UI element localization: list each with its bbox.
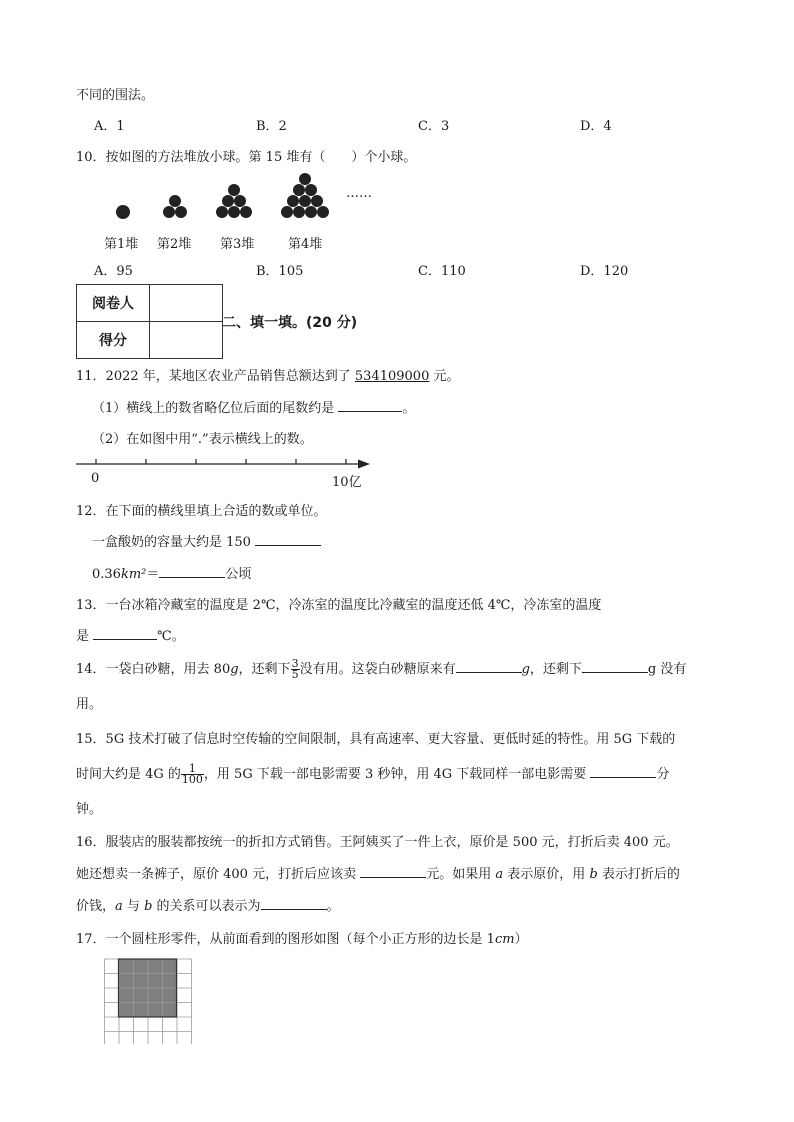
q16-var-b-2: b bbox=[144, 899, 153, 914]
q14-unit-g: g bbox=[230, 662, 239, 677]
pile4-ball bbox=[305, 206, 317, 218]
q16-line3 bbox=[76, 895, 340, 914]
q15-line2-end: 分 bbox=[656, 767, 670, 782]
pile-label-2: 第2堆 bbox=[157, 237, 192, 252]
q9-option-d[interactable]: D．4 bbox=[580, 119, 612, 134]
q14-post3: g 没有 bbox=[647, 662, 687, 677]
pile-label-4: 第4堆 bbox=[288, 237, 323, 252]
pile2-ball bbox=[169, 195, 181, 207]
q15-frac-den: 100 bbox=[181, 773, 203, 786]
q11-stem-pre: 11．2022 年，某地区农业产品销售总额达到了 bbox=[76, 369, 355, 384]
q14-blank-1[interactable] bbox=[456, 660, 522, 673]
q14-line1 bbox=[76, 658, 686, 680]
q17-stem bbox=[76, 928, 528, 947]
q15-frac-num: 1 bbox=[181, 764, 204, 775]
q15-line2-pre: 时间大约是 4G 的 bbox=[76, 767, 181, 782]
pile4-ball bbox=[287, 195, 299, 207]
pile-label-3: 第3堆 bbox=[220, 237, 255, 252]
q11-sub2: （2）在如图中用“.”表示横线上的数。 bbox=[92, 432, 313, 447]
q13-stem: 13．一台冰箱冷藏室的温度是 2℃，冷冻室的温度比冷藏室的温度还低 4℃，冷冻室的温度 bbox=[76, 598, 602, 613]
pile3-ball bbox=[240, 206, 252, 218]
q11-stem-post: 元。 bbox=[429, 369, 460, 384]
reviewer-cell[interactable] bbox=[150, 285, 223, 322]
pile4-ball bbox=[293, 184, 305, 196]
q15-blank[interactable] bbox=[590, 765, 656, 778]
q16-var-a: a bbox=[495, 867, 504, 882]
pile2-ball bbox=[175, 206, 187, 218]
q14-frac-num: 3 bbox=[291, 657, 299, 670]
q12-line1 bbox=[92, 531, 321, 550]
score-label: 得分 bbox=[77, 322, 150, 359]
q15-line2-post: ，用 5G 下载一部电影需要 3 秒钟，用 4G 下载同样一部电影需要 bbox=[203, 767, 587, 782]
pile4-ball bbox=[299, 195, 311, 207]
q11-sub1-end: 。 bbox=[402, 401, 416, 416]
q11-amount: 534109000 bbox=[354, 369, 430, 384]
q17-stem-pre: 17．一个圆柱形零件，从前面看到的图形如图（每个小正方形的边长是 1 bbox=[76, 932, 495, 947]
q14-line2: 用。 bbox=[76, 697, 103, 712]
q12-stem: 12．在下面的横线里填上合适的数或单位。 bbox=[76, 504, 327, 519]
q11-answer-blank[interactable] bbox=[338, 399, 402, 412]
q16-line3-pre: 价钱， bbox=[76, 899, 116, 914]
pile1-ball bbox=[116, 205, 130, 219]
q15-line1: 15．5G 技术打破了信息时空传输的空间限制，具有高速率、更大容量、更低时延的特性。用 5G 下载的 bbox=[76, 732, 676, 747]
q13-line2-pre: 是 bbox=[76, 629, 90, 644]
number-line-start: 0 bbox=[91, 471, 100, 486]
q14-mid: ，还剩下 bbox=[238, 662, 291, 677]
reviewer-label: 阅卷人 bbox=[77, 285, 150, 322]
q11-stem bbox=[76, 365, 460, 384]
pile4-ball bbox=[311, 195, 323, 207]
pile4-ball bbox=[293, 206, 305, 218]
cylinder-front-view-grid bbox=[104, 956, 192, 1044]
q16-line3-mid: 与 bbox=[126, 899, 140, 914]
q9-option-a[interactable]: A．1 bbox=[94, 119, 125, 134]
q12-blank-1[interactable] bbox=[255, 533, 321, 546]
q9-option-b[interactable]: B．2 bbox=[256, 119, 287, 134]
pile3-ball bbox=[228, 206, 240, 218]
score-table bbox=[76, 284, 223, 359]
q16-line2-pre: 她还想卖一条裤子，原价 400 元，打折后应该卖 bbox=[76, 867, 357, 882]
q12-line2-eq: ＝ bbox=[146, 567, 160, 582]
q12-line2 bbox=[92, 563, 251, 582]
q14-fraction bbox=[291, 659, 300, 680]
section-2-heading: 二、填一填。(20 分) bbox=[222, 315, 358, 331]
pile2-ball bbox=[163, 206, 175, 218]
q16-var-b: b bbox=[589, 867, 598, 882]
q10-option-d[interactable]: D．120 bbox=[580, 264, 629, 279]
pile4-ball bbox=[281, 206, 293, 218]
pile3-ball bbox=[234, 195, 246, 207]
q16-line2-mid2: 表示原价，用 bbox=[507, 867, 586, 882]
q10-option-a[interactable]: A．95 bbox=[94, 264, 133, 279]
q17-stem-post: ） bbox=[514, 932, 528, 947]
q15-line3: 钟。 bbox=[76, 802, 103, 817]
q13-line2-post: ℃。 bbox=[157, 629, 185, 644]
q16-blank-2[interactable] bbox=[261, 897, 327, 910]
q14-post2: ，还剩下 bbox=[529, 662, 582, 677]
q14-unit-g-2: g bbox=[521, 662, 530, 677]
q14-post: 没有用。这袋白砂糖原来有 bbox=[299, 662, 456, 677]
number-line[interactable] bbox=[74, 455, 374, 471]
q14-blank-2[interactable] bbox=[582, 660, 648, 673]
q10-stem: 10．按如图的方法堆放小球。第 15 堆有（ ）个小球。 bbox=[76, 150, 417, 165]
q16-line2-post: 表示打折后的 bbox=[601, 867, 680, 882]
pile3-ball bbox=[216, 206, 228, 218]
q16-line1: 16．服装店的服装都按统一的折扣方式销售。王阿姨买了一件上衣，原价是 500 元，打折后卖 400 元。 bbox=[76, 835, 679, 850]
pile-ellipsis: …… bbox=[346, 186, 372, 201]
pile3-ball bbox=[228, 184, 240, 196]
q11-sub1-text: （1）横线上的数省略亿位后面的尾数约是 bbox=[92, 401, 335, 416]
q15-line2 bbox=[76, 763, 669, 785]
q12-line2-pre: 0.36 bbox=[92, 567, 121, 582]
q9-option-c[interactable]: C．3 bbox=[418, 119, 450, 134]
q16-var-a-2: a bbox=[115, 899, 123, 914]
q13-blank[interactable] bbox=[93, 627, 157, 640]
pile4-ball bbox=[299, 173, 311, 185]
q14-pre: 14．一袋白砂糖，用去 80 bbox=[76, 662, 231, 677]
q16-line2 bbox=[76, 863, 680, 882]
q16-blank-1[interactable] bbox=[360, 865, 426, 878]
pile-label-1: 第1堆 bbox=[104, 237, 139, 252]
q17-unit: cm bbox=[494, 932, 515, 947]
q15-fraction bbox=[181, 764, 204, 785]
q12-line1-text: 一盒酸奶的容量大约是 150 bbox=[92, 535, 251, 550]
q16-line3-end: 。 bbox=[326, 899, 340, 914]
q16-line3-post: 的关系可以表示为 bbox=[156, 899, 261, 914]
q16-line2-mid: 元。如果用 bbox=[426, 867, 492, 882]
q14-frac-den: 5 bbox=[291, 668, 299, 681]
pile4-ball bbox=[305, 184, 317, 196]
q12-blank-2[interactable] bbox=[159, 565, 225, 578]
pile3-ball bbox=[222, 195, 234, 207]
q13-line2 bbox=[76, 625, 185, 644]
q10-option-b[interactable]: B．105 bbox=[256, 264, 304, 279]
q10-option-c[interactable]: C．110 bbox=[418, 264, 466, 279]
number-line-end: 10亿 bbox=[332, 475, 362, 490]
q12-line2-post: 公顷 bbox=[225, 567, 252, 582]
q9-tail: 不同的围法。 bbox=[76, 88, 155, 103]
pile4-ball bbox=[317, 206, 329, 218]
grid-lines bbox=[105, 959, 192, 1044]
q11-sub1 bbox=[92, 397, 415, 416]
score-cell[interactable] bbox=[150, 322, 223, 359]
q12-line2-unit: km² bbox=[120, 567, 147, 582]
